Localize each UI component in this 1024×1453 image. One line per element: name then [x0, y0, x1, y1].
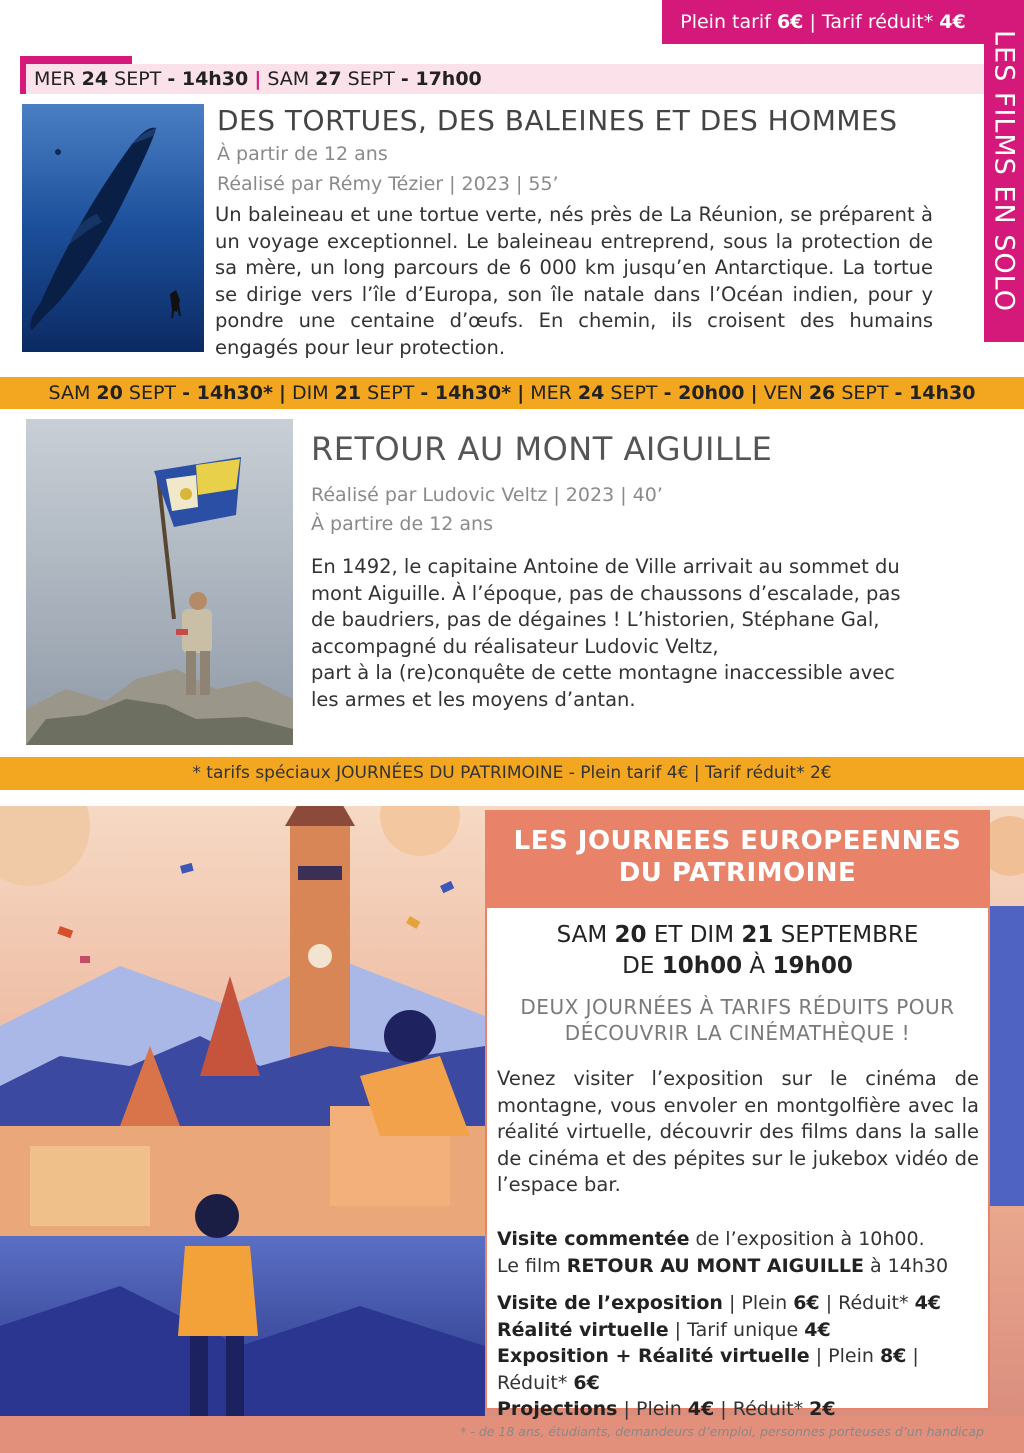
price-row: Projections | Plein 4€ | Réduit* 2€	[497, 1398, 836, 1420]
film1-title: DES TORTUES, DES BALEINES ET DES HOMMES	[217, 104, 898, 137]
film2-description: En 1492, le capitaine Antoine de Ville arrivait au sommet du mont Aiguille. À l’époque, pas de chaussons d’escalade, pas de baudriers, pas de dégaines ! L’historien, Stéphane Gal, accompagné du réalisateur Ludovic Veltz, part à la (re)conquête de cette montagne inaccessible avec les armes et les moyens d’antan.	[311, 555, 901, 711]
heritage-days-title: LES JOURNEES EUROPEENNES DU PATRIMOINE	[487, 812, 988, 908]
film2-age: À partire de 12 ans	[311, 513, 493, 535]
section-side-tab-label: LES FILMS EN SOLO	[988, 30, 1020, 312]
special-rates-banner: * tarifs spéciaux JOURNÉES DU PATRIMOINE - Plein tarif 4€ | Tarif réduit* 2€	[0, 757, 1024, 790]
film1-poster-whale	[22, 104, 204, 352]
pricing-banner: Plein tarif 6€ | Tarif réduit* 4€	[662, 0, 984, 44]
film1-director: Réalisé par Rémy Tézier | 2023 | 55’	[217, 173, 559, 195]
price-row: Visite de l’exposition | Plein 6€ | Réduit* 4€	[497, 1292, 942, 1314]
heritage-days-panel	[485, 810, 990, 1420]
accent-line	[20, 56, 132, 64]
heritage-days-program: Visite commentée de l’exposition à 10h00. Le film RETOUR AU MONT AIGUILLE à 14h30	[497, 1228, 949, 1277]
film2-title: RETOUR AU MONT AIGUILLE	[311, 430, 773, 468]
film1-age: À partir de 12 ans	[217, 143, 388, 165]
section-side-tab	[984, 0, 1024, 342]
footnote: * - de 18 ans, étudiants, demandeurs d’emploi, personnes porteuses d’un handicap	[460, 1424, 984, 1439]
film2-poster-climber	[26, 419, 293, 745]
price-row: Exposition + Réalité virtuelle | Plein 8€ | Réduit* 6€	[497, 1345, 919, 1394]
heritage-days-description: Venez visiter l’exposition sur le cinéma de montagne, vous envoler en montgolfière avec la réalité virtuelle, découvrir des films dans la salle de cinéma et des pépites sur le jukebox vidéo de l’espace bar.	[497, 1067, 979, 1196]
price-row: Réalité virtuelle | Tarif unique 4€	[497, 1318, 831, 1341]
film1-schedule: MER 24 SEPT - 14h30 | SAM 27 SEPT - 17h00	[26, 64, 984, 94]
film2-schedule: SAM 20 SEPT - 14h30* | DIM 21 SEPT - 14h30* | MER 24 SEPT - 20h00 | VEN 26 SEPT - 14h30	[0, 377, 1024, 409]
heritage-days-dates: SAM 20 ET DIM 21 SEPTEMBRE DE 10h00 À 19h00	[556, 922, 919, 979]
heritage-days-prices	[497, 1290, 987, 1423]
film2-director: Réalisé par Ludovic Veltz | 2023 | 40’	[311, 484, 663, 506]
film1-description: Un baleineau et une tortue verte, nés près de La Réunion, se préparent à un voyage exceptionnel. Le baleineau entreprend, sous la protection de sa mère, un long parcours de 6 000 km jusqu’en Antarctique. La tortue se dirige vers l’île d’Europa, son île natale dans l’Océan indien, pour y pondre une centaine d’œufs. En chemin, ils croisent des humains engagés pour leur protection.	[215, 203, 933, 359]
heritage-days-subtitle: DEUX JOURNÉES À TARIFS RÉDUITS POUR DÉCOUVRIR LA CINÉMATHÈQUE !	[520, 995, 955, 1045]
